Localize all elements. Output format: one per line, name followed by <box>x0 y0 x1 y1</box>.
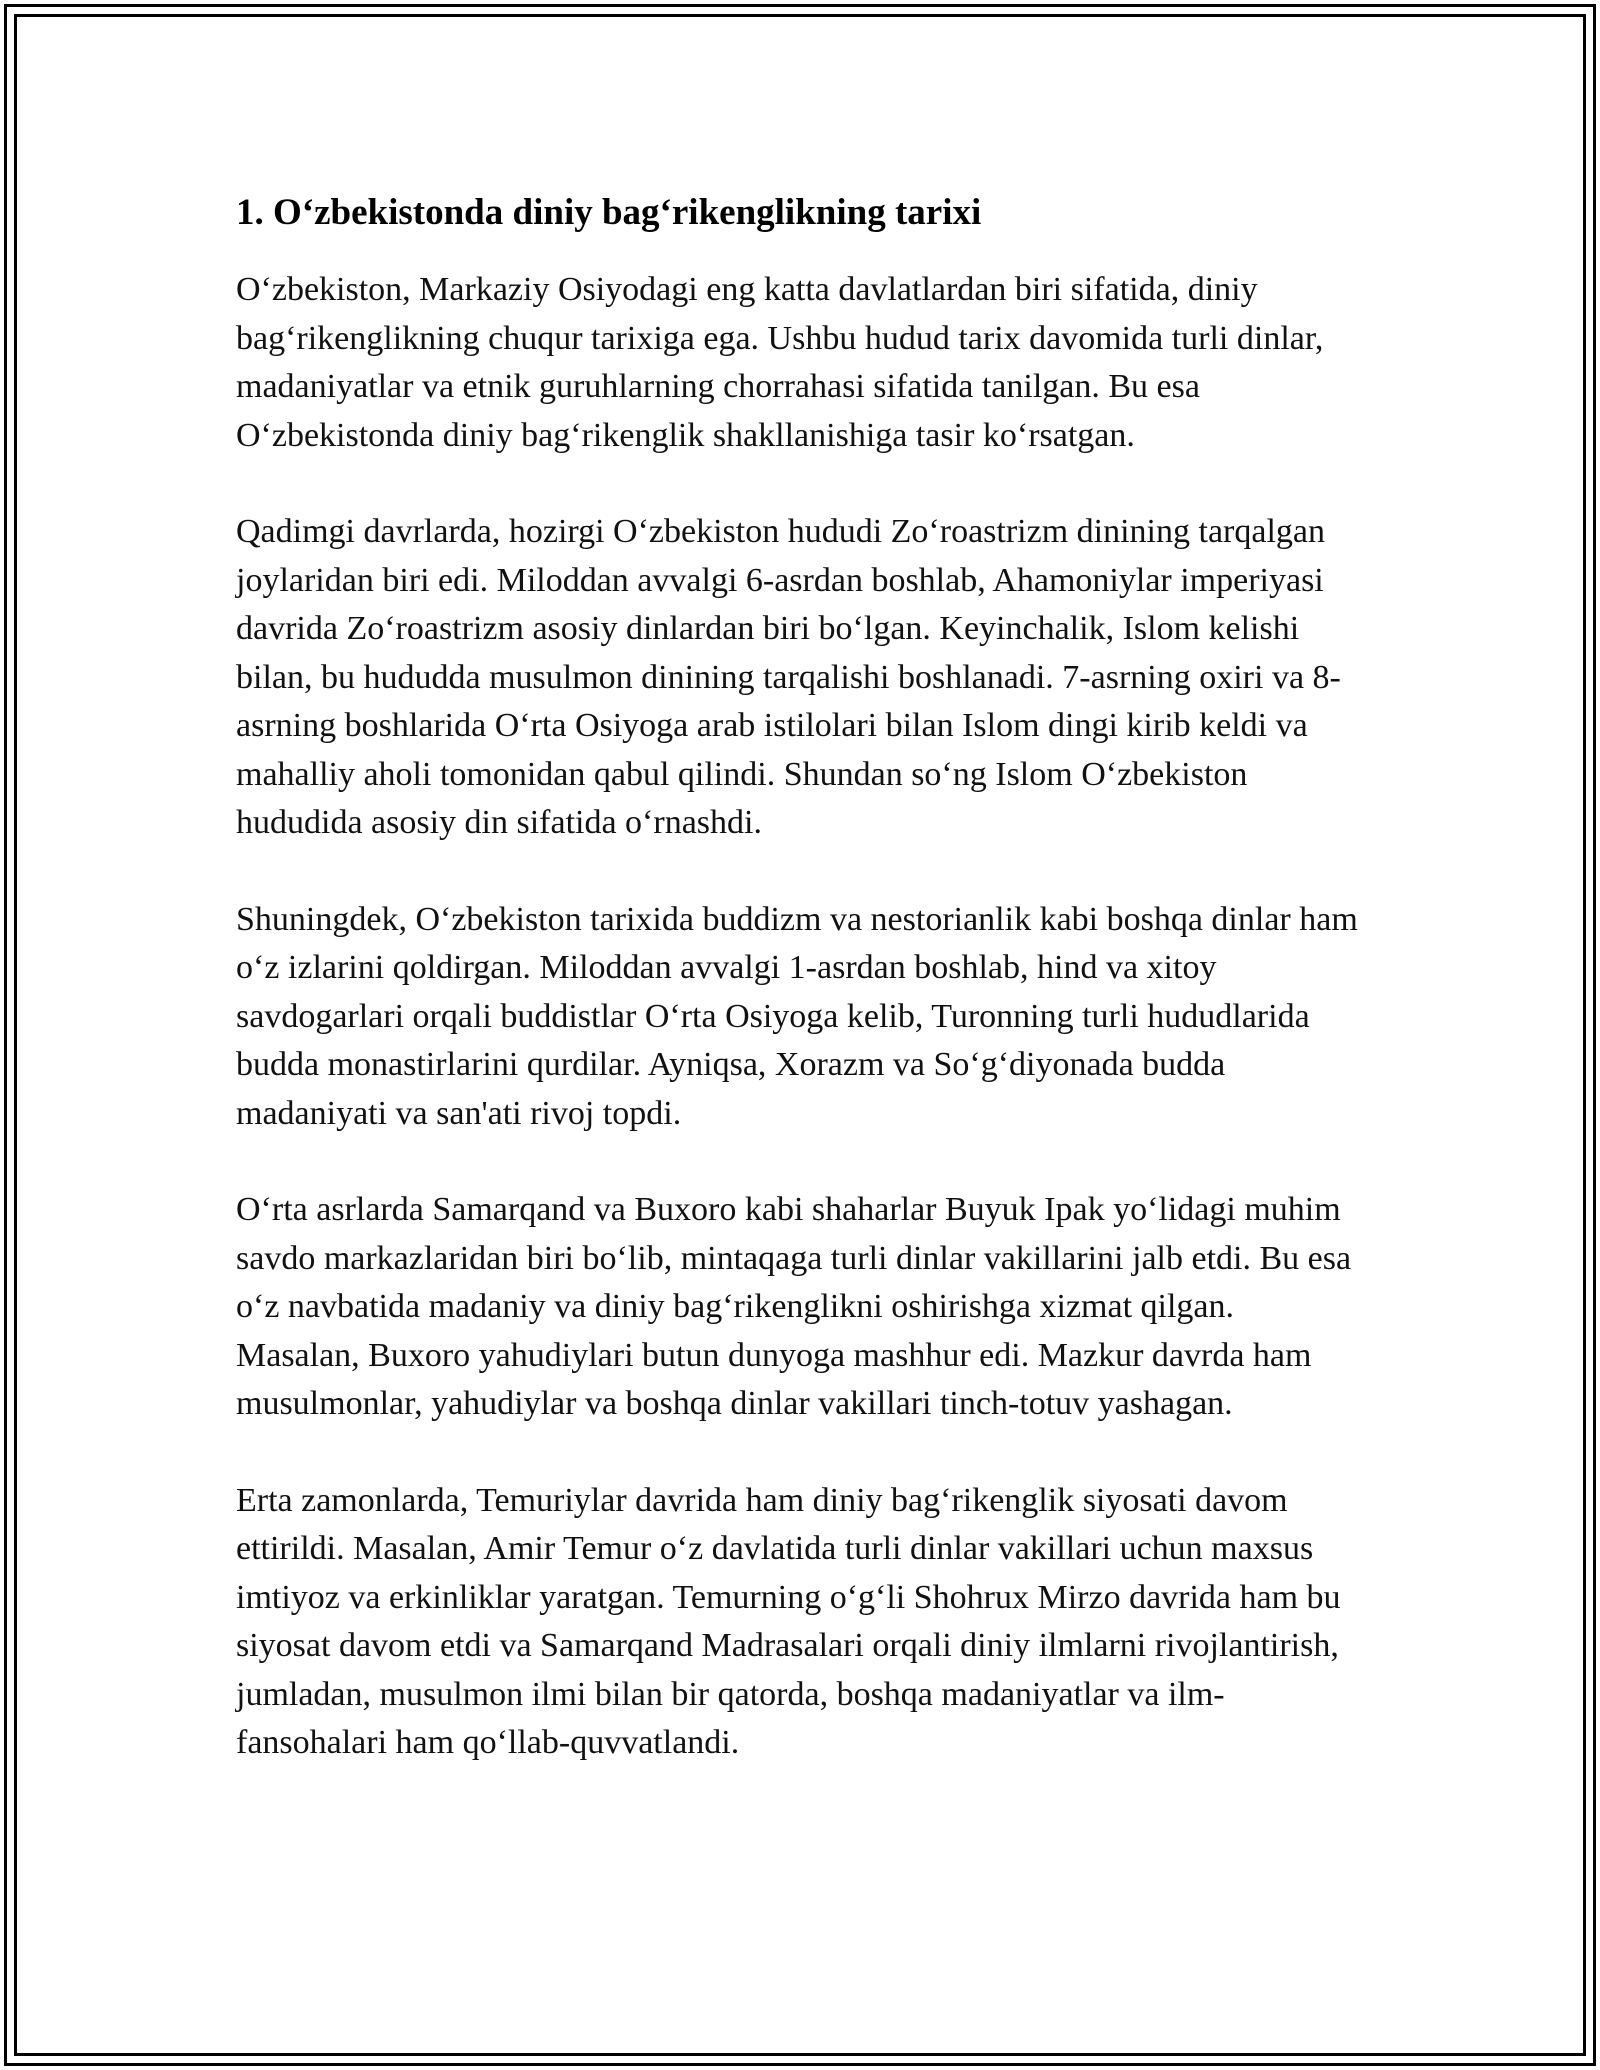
paragraph-ancient-period: Qadimgi davrlarda, hozirgi O‘zbekiston hududi Zo‘roastrizm dinining tarqalgan joylaridan biri edi. Miloddan avvalgi 6-asrdan boshlab, Ahamoniylar imperiyasi davrida Zo‘roastrizm asosiy dinlardan biri bo‘lgan. Keyinchalik, Islom kelishi bilan, bu hududda musulmon dinining tarqalishi boshlanadi. 7-asrning oxiri va 8-asrning boshlarida O‘rta Osiyoga arab istilolari bilan Islom dingi kirib keldi va mahalliy aholi tomonidan qabul qilindi. Shundan so‘ng Islom O‘zbekiston hududida asosiy din sifatida o‘rnashdi. <box>236 513 1341 841</box>
paragraph-timurids: Erta zamonlarda, Temuriylar davrida ham diniy bag‘rikenglik siyosati davom ettirildi. Masalan, Amir Temur o‘z davlatida turli dinlar vakillari uchun maxsus imtiyoz va erkinliklar yaratgan. Temurning o‘g‘li Shohrux Mirzo davrida ham bu siyosat davom etdi va Samarqand Madrasalari orqali diniy ilmlarni rivojlantirish, jumladan, musulmon ilmi bilan bir qatorda, boshqa madaniyatlar va ilm-fansohalari ham qo‘llab-quvvatlandi. <box>236 1481 1341 1761</box>
paragraph-intro: O‘zbekiston, Markaziy Osiyodagi eng katta davlatlardan biri sifatida, diniy bag‘rikenglikning chuqur tarixiga ega. Ushbu hudud tarix davomida turli dinlar, madaniyatlar va etnik guruhlarning chorrahasi sifatida tanilgan. Bu esa O‘zbekistonda diniy bag‘rikenglik shakllanishiga tasir ko‘rsatgan. <box>236 271 1324 454</box>
section-heading: 1. O‘zbekistonda diniy bag‘rikenglikning tarixi <box>236 192 982 233</box>
paragraph-buddhism: Shuningdek, O‘zbekiston tarixida buddizm va nestorianlik kabi boshqa dinlar ham o‘z izlarini qoldirgan. Miloddan avvalgi 1-asrdan boshlab, hind va xitoy savdogarlari orqali buddistlar O‘rta Osiyoga kelib, Turonning turli hududlarida budda monastirlarini qurdilar. Ayniqsa, Xorazm va So‘g‘diyonada budda madaniyati va san'ati rivoj topdi. <box>236 900 1358 1132</box>
paragraph-middle-ages: O‘rta asrlarda Samarqand va Buxoro kabi shaharlar Buyuk Ipak yo‘lidagi muhim savdo markazlaridan biri bo‘lib, mintaqaga turli dinlar vakillarini jalb etdi. Bu esa o‘z navbatida madaniy va diniy bag‘rikenglikni oshirishga xizmat qilgan. Masalan, Buxoro yahudiylari butun dunyoga mashhur edi. Mazkur davrda ham musulmonlar, yahudiylar va boshqa dinlar vakillari tinch-totuv yashagan. <box>236 1191 1352 1422</box>
document-body <box>236 186 1366 1816</box>
